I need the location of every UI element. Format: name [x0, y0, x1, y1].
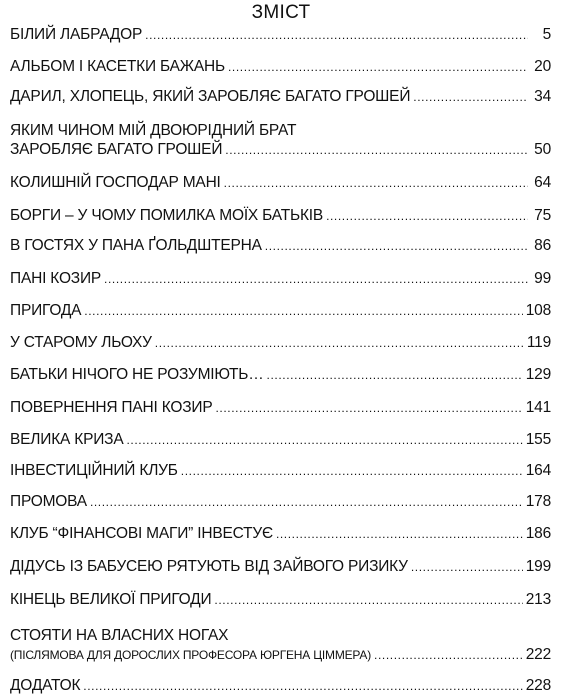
toc-entry — [10, 590, 551, 610]
toc-page-number: 222 — [525, 646, 551, 663]
toc-line — [10, 590, 551, 610]
toc-page-number: 228 — [525, 677, 551, 694]
toc-page-number: 50 — [534, 141, 551, 158]
toc-entry-title: В ГОСТЯХ У ПАНА ҐОЛЬДШТЕРНА — [10, 237, 262, 254]
toc-line — [10, 461, 551, 481]
toc-entry — [10, 301, 551, 321]
toc-entry — [10, 492, 551, 512]
toc-leader-dots — [126, 430, 522, 450]
toc-entry-subtitle: (ПІСЛЯМОВА ДЛЯ ДОРОСЛИХ ПРОФЕСОРА ЮРГЕНА ЦІММЕРА) — [10, 648, 372, 662]
toc-page-number: 178 — [525, 493, 551, 510]
toc-entry — [10, 269, 551, 289]
toc-line — [10, 557, 551, 577]
toc-entry — [10, 557, 551, 577]
toc-line — [10, 333, 551, 353]
toc-entry — [10, 676, 551, 696]
toc-line — [10, 206, 551, 226]
toc-entry — [10, 57, 551, 77]
toc-line — [10, 645, 551, 665]
toc-entry-title: У СТАРОМУ ЛЬОХУ — [10, 334, 152, 351]
toc-line — [10, 365, 551, 385]
toc-leader-dots — [155, 333, 524, 353]
toc-line — [10, 676, 551, 696]
toc-leader-dots — [181, 461, 523, 481]
toc-leader-dots — [265, 236, 528, 256]
toc-entry-title: ДІДУСЬ ІЗ БАБУСЕЮ РЯТУЮТЬ ВІД ЗАЙВОГО РИЗИКУ — [10, 558, 408, 575]
toc-entry — [10, 333, 551, 353]
toc-entry — [10, 524, 551, 544]
toc-leader-dots — [84, 301, 522, 321]
toc-entry — [10, 87, 551, 107]
toc-entry-title: БОРГИ – У ЧОМУ ПОМИЛКА МОЇХ БАТЬКІВ — [10, 207, 324, 224]
toc-entry-title: ПАНІ КОЗИР — [10, 270, 102, 287]
toc-page-number: 99 — [534, 270, 551, 287]
toc-leader-dots — [215, 398, 522, 418]
toc-entry-title: ПРОМОВА — [10, 493, 87, 510]
toc-leader-dots — [225, 140, 528, 160]
toc-page-number: 141 — [525, 399, 551, 416]
toc-entry-title-line1: СТОЯТИ НА ВЛАСНИХ НОГАХ — [10, 627, 229, 644]
toc-page-number: 5 — [542, 26, 551, 43]
toc-entry — [10, 461, 551, 481]
toc-leader-dots — [276, 524, 523, 544]
toc-page-number: 129 — [525, 366, 551, 383]
toc-entry-title: БАТЬКИ НІЧОГО НЕ РОЗУМІЮТЬ… — [10, 366, 264, 383]
toc-entry — [10, 173, 551, 193]
toc-page-number: 155 — [525, 431, 551, 448]
toc-entry — [10, 398, 551, 418]
toc-entry-title: ІНВЕСТИЦІЙНИЙ КЛУБ — [10, 462, 178, 479]
toc-line — [10, 57, 551, 77]
toc-line — [10, 301, 551, 321]
toc-line — [10, 430, 551, 450]
toc-line — [10, 398, 551, 418]
toc-page-number: 213 — [525, 591, 551, 608]
toc-entry — [10, 206, 551, 226]
toc-page-number: 108 — [525, 302, 551, 319]
toc-entry-title: ДОДАТОК — [10, 677, 81, 694]
toc-entry-title: КЛУБ “ФІНАНСОВІ МАГИ” ІНВЕСТУЄ — [10, 525, 273, 542]
toc-entry-title: ДАРИЛ, ХЛОПЕЦЬ, ЯКИЙ ЗАРОБЛЯЄ БАГАТО ГРОШЕЙ — [10, 88, 411, 105]
toc-leader-dots — [104, 269, 528, 289]
toc-page-number: 199 — [525, 558, 551, 575]
toc-leader-dots — [413, 87, 528, 107]
toc-entry-title: ЗАРОБЛЯЄ БАГАТО ГРОШЕЙ — [10, 141, 223, 158]
toc-line — [10, 524, 551, 544]
toc-entry-title: ПОВЕРНЕННЯ ПАНІ КОЗИР — [10, 399, 213, 416]
toc-entry — [10, 236, 551, 256]
toc-line — [10, 25, 551, 45]
toc-page-number: 119 — [526, 334, 551, 351]
toc-leader-dots — [374, 645, 523, 665]
toc-entry — [10, 25, 551, 45]
toc-entry — [10, 365, 551, 385]
toc-page-number: 86 — [534, 237, 551, 254]
toc-page-number: 64 — [534, 174, 551, 191]
toc-leader-dots — [145, 25, 528, 45]
toc-line — [10, 173, 551, 193]
toc-leader-dots — [214, 590, 522, 610]
toc-entry — [10, 430, 551, 450]
toc-page-number: 186 — [525, 525, 551, 542]
toc-entry — [10, 121, 551, 160]
toc-leader-dots — [228, 57, 528, 77]
toc-entry-title: АЛЬБОМ І КАСЕТКИ БАЖАНЬ — [10, 58, 225, 75]
toc-line — [10, 269, 551, 289]
toc-leader-dots — [83, 676, 522, 696]
toc-page-number: 75 — [534, 207, 551, 224]
contents-heading: ЗМІСТ — [251, 2, 311, 23]
toc-entry-title: ПРИГОДА — [10, 302, 82, 319]
toc-line — [10, 140, 551, 160]
toc-entry-title: КОЛИШНІЙ ГОСПОДАР МАНІ — [10, 174, 221, 191]
toc-leader-dots — [411, 557, 523, 577]
toc-leader-dots — [90, 492, 523, 512]
toc-entry-title: ВЕЛИКА КРИЗА — [10, 431, 124, 448]
toc-entry-title-line1: ЯКИМ ЧИНОМ МІЙ ДВОЮРІДНИЙ БРАТ — [10, 122, 297, 139]
toc-entry-title: КІНЕЦЬ ВЕЛИКОЇ ПРИГОДИ — [10, 591, 212, 608]
toc-leader-dots — [224, 173, 528, 193]
toc-line — [10, 236, 551, 256]
toc-leader-dots — [326, 206, 528, 226]
toc-page-number: 34 — [534, 88, 551, 105]
toc-line — [10, 492, 551, 512]
toc-page-number: 164 — [525, 462, 551, 479]
toc-entry — [10, 626, 551, 665]
toc-page-number: 20 — [534, 58, 551, 75]
toc-line — [10, 87, 551, 107]
toc-leader-dots — [267, 365, 523, 385]
toc-entry-title: БІЛИЙ ЛАБРАДОР — [10, 26, 143, 43]
